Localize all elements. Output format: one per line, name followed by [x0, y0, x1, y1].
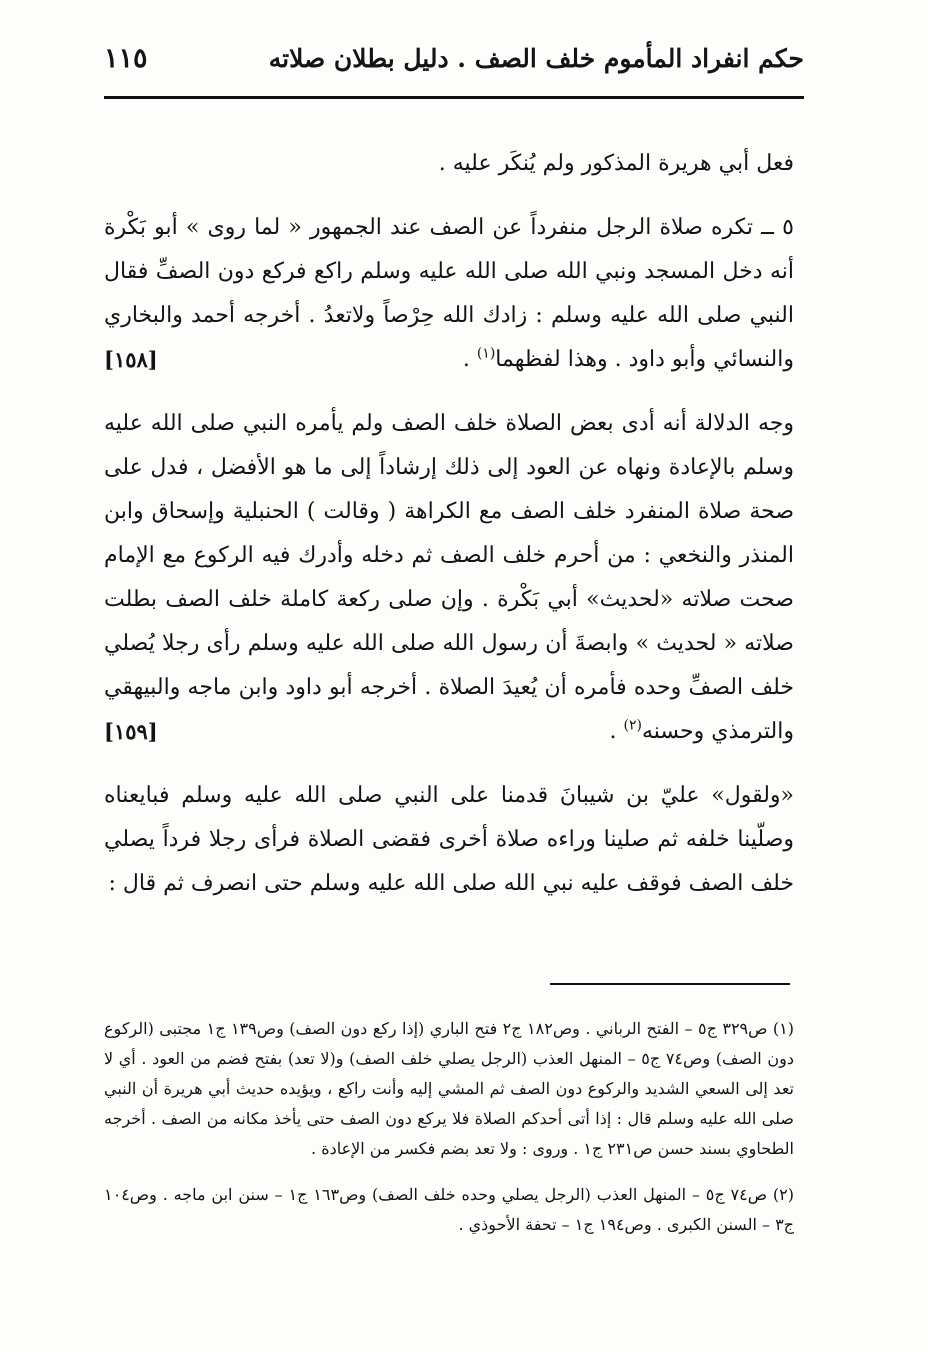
paragraph-1: فعل أبي هريرة المذكور ولم يُنكَر عليه .: [438, 151, 794, 176]
paragraph-3: [104, 402, 794, 754]
page-number: ١١٥: [104, 42, 148, 74]
footnote-1: (١) ص٣٢٩ ج٥ – الفتح الرباني . وص١٨٢ ج٢ فتح الباري (إذا ركع دون الصف) وص١٣٩ ج١ مجتبى (الركوع دون الصف) وص٧٤ ج٥ – المنهل العذب (الرجل يصلي خلف الصف) و(لا تعد) بفتح فضم من العود . أي لا تعد إلى السعي الشديد والركوع دون الصف ثم المشي إليه وأنت راكع ، ويؤيده حديث أبي هريرة أن النبي صلى الله عليه وسلم قال : إذا أتى أحدكم الصلاة فلا يركع دون الصف حتى يأخذ مكانه من الصف . أخرجه الطحاوي بسند حسن ص٢٣١ ج١ . وروى : ولا تعد بضم فكسر من الإعادة .: [104, 1019, 795, 1158]
hadith-number-159: [١٥٩]: [104, 719, 158, 744]
paragraph-2: [104, 206, 794, 382]
paragraph-3-text: وجه الدلالة أنه أدى بعض الصلاة خلف الصف ولم يأمره النبي صلى الله عليه وسلم بالإعادة ونهاه عن العود إلى ذلك إرشاداً إلى ما هو الأفضل ، فدل على صحة صلاة المنفرد خلف الصف مع الكراهة ( وقالت ) الحنبلية وإسحاق وابن المنذر والنخعي : من أحرم خلف الصف ثم دخله وأدرك فيه الركوع مع الإمام صحت صلاته «لحديث» أبي بَكْرة . وإن صلى ركعة كاملة خلف الصف بطلت صلاته « لحديث » وابصةَ أن رسول الله صلى الله عليه وسلم رأى رجلا يُصلي خلف الصفِّ وحده فأمره أن يُعيدَ الصلاة . أخرجه أبو داود وابن ماجه والبيهقي والترمذي وحسنه: [104, 411, 794, 744]
footnote-ref-1: (١): [476, 345, 496, 362]
main-text: [104, 142, 794, 926]
footnote-rule: [550, 983, 790, 985]
paragraph-2-text: ٥ ــ تكره صلاة الرجل منفرداً عن الصف عند الجمهور « لما روى » أبو بَكْرة أنه دخل المسجد ونبي الله صلى الله عليه وسلم راكع فركع دون الصفِّ فقال النبي صلى الله عليه وسلم : زادك الله حِرْصاً ولاتعدُ . أخرجه أحمد والبخاري والنسائي وأبو داود . وهذا لفظهما: [104, 215, 794, 372]
header-rule: [104, 96, 804, 99]
paragraph-3-end: .: [609, 719, 624, 744]
hadith-number-158: [١٥٨]: [104, 347, 158, 372]
footnote-2: (٢) ص٧٤ ج٥ – المنهل العذب (الرجل يصلي وحده خلف الصف) وص١٦٣ ج١ – سنن ابن ماجه . وص١٠٤ ج٣ – السنن الكبرى . وص١٩٤ ج١ – تحفة الأحوذي .: [104, 1185, 795, 1234]
page-header: [104, 32, 804, 84]
footnotes: [104, 1014, 794, 1256]
paragraph-2-end: .: [462, 347, 477, 372]
footnote-ref-2: (٢): [623, 717, 642, 734]
running-title: حكم انفراد المأموم خلف الصف . دليل بطلان صلاته: [268, 43, 804, 73]
paragraph-4: «ولقول» عليّ بن شيبانَ قدمنا على النبي صلى الله عليه وسلم فبايعناه وصلّينا خلفه ثم صلينا وراءه صلاة أخرى فقضى الصلاة فرأى رجلا فرداً يصلي خلف الصف فوقف عليه نبي الله صلى الله عليه وسلم حتى انصرف ثم قال :: [104, 783, 794, 896]
